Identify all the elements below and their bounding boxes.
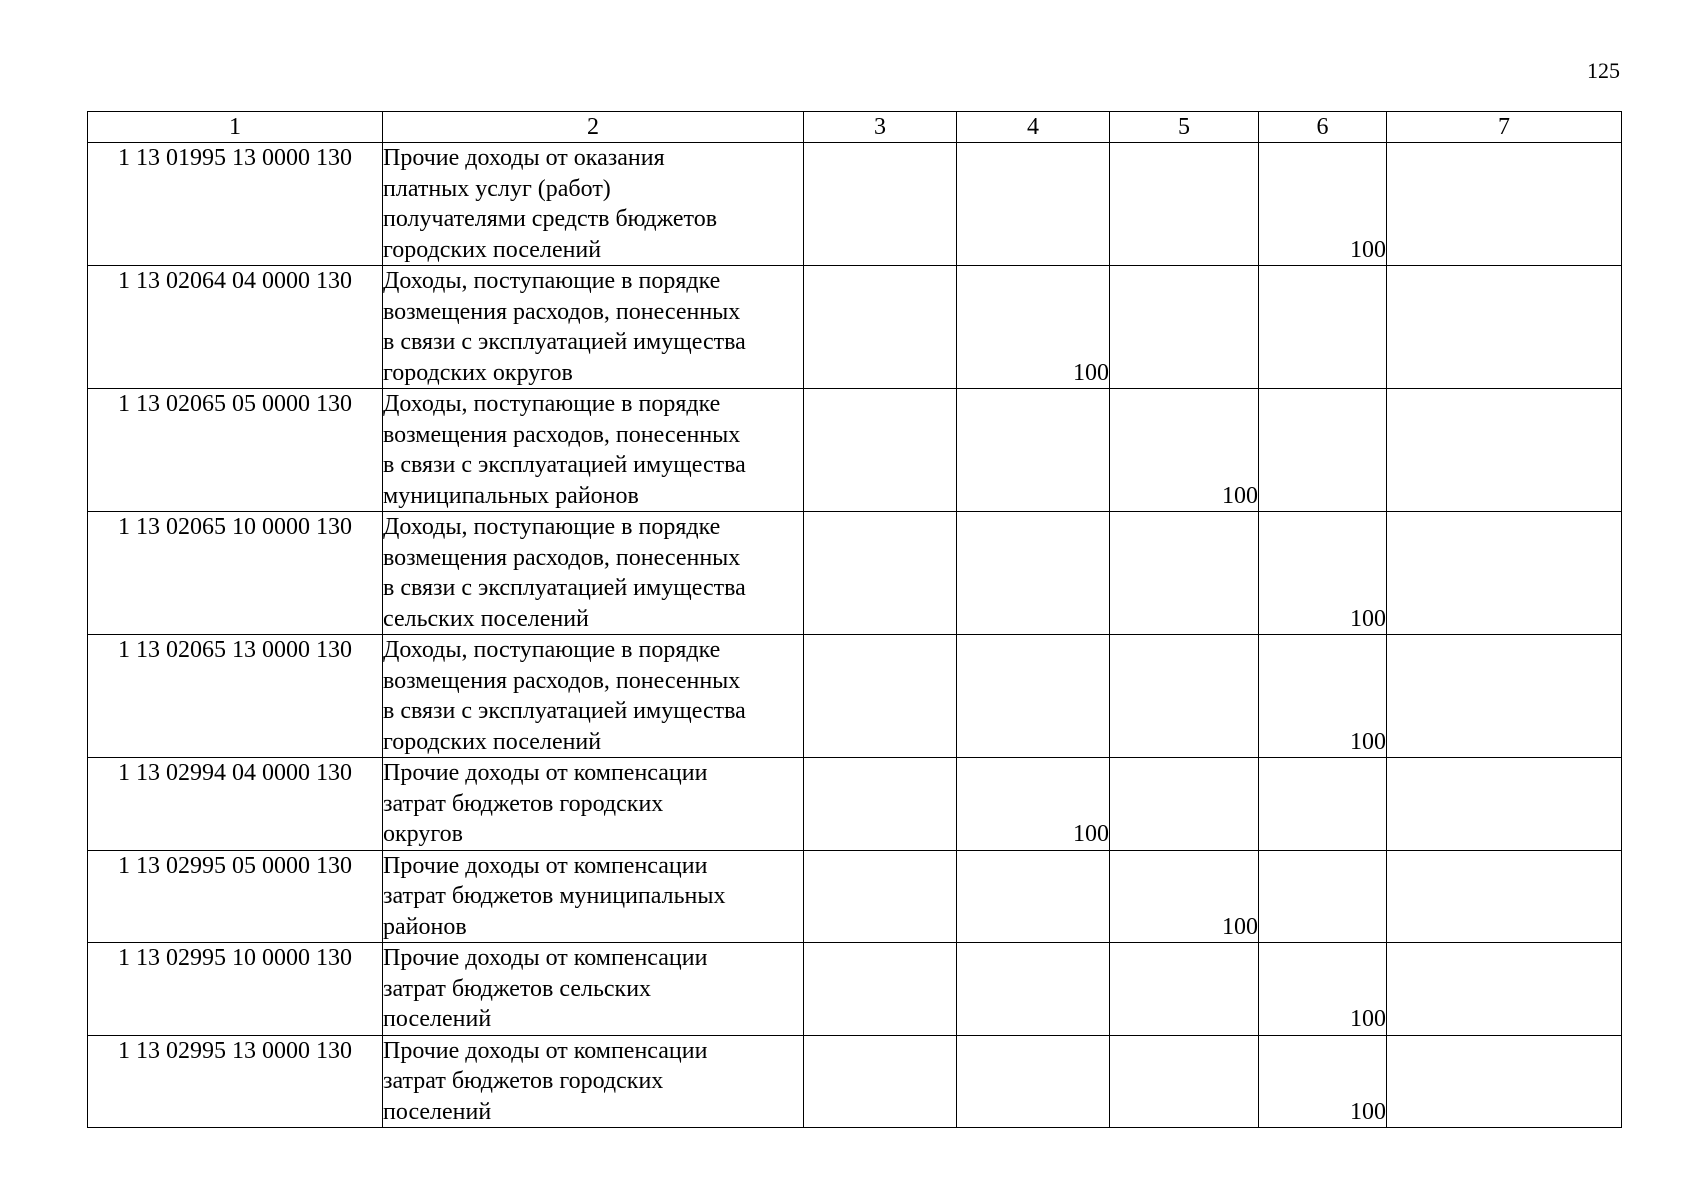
income-name-line: поселений: [383, 1098, 492, 1125]
value-col-5: [1110, 635, 1259, 758]
value-col-6: [1259, 266, 1387, 389]
income-name-line: затрат бюджетов городских: [383, 1068, 664, 1094]
column-header-4: 4: [957, 112, 1110, 143]
value-col-6: 100: [1259, 635, 1387, 758]
value-col-7: [1387, 850, 1622, 943]
table-row: [88, 143, 1622, 266]
table-row: [88, 850, 1622, 943]
income-name: [383, 758, 804, 851]
income-code: 1 13 02065 05 0000 130: [88, 389, 383, 512]
value-col-7: [1387, 1035, 1622, 1128]
value-col-7: [1387, 266, 1622, 389]
value-col-6: 100: [1259, 943, 1387, 1036]
income-name: [383, 635, 804, 758]
table-row: [88, 758, 1622, 851]
value-col-4: [957, 512, 1110, 635]
value-col-5: [1110, 758, 1259, 851]
income-name-line: Доходы, поступающие в порядке: [383, 391, 721, 417]
income-name-line: возмещения расходов, понесенных: [383, 298, 741, 325]
income-name-line: Доходы, поступающие в порядке: [383, 637, 721, 663]
value-col-5: [1110, 266, 1259, 389]
income-name-line: Прочие доходы от компенсации: [383, 852, 708, 879]
income-name-line: городских округов: [383, 359, 573, 386]
income-name-line: в связи с эксплуатацией имущества: [383, 575, 746, 601]
value-col-6: [1259, 758, 1387, 851]
income-name-line: муниципальных районов: [383, 482, 639, 509]
value-col-6: [1259, 850, 1387, 943]
column-header-7: 7: [1387, 112, 1622, 143]
table-row: [88, 266, 1622, 389]
value-col-5: [1110, 143, 1259, 266]
value-col-3: [804, 758, 957, 851]
value-col-4: [957, 850, 1110, 943]
income-name: [383, 143, 804, 266]
income-name: [383, 850, 804, 943]
value-col-3: [804, 389, 957, 512]
income-code: 1 13 02065 10 0000 130: [88, 512, 383, 635]
value-col-6: 100: [1259, 512, 1387, 635]
value-col-7: [1387, 635, 1622, 758]
income-name-line: возмещения расходов, понесенных: [383, 421, 741, 448]
value-col-3: [804, 1035, 957, 1128]
value-col-7: [1387, 143, 1622, 266]
value-col-5: [1110, 512, 1259, 635]
income-code: 1 13 02065 13 0000 130: [88, 635, 383, 758]
income-name-line: Доходы, поступающие в порядке: [383, 268, 721, 294]
income-name: [383, 512, 804, 635]
income-code: 1 13 02995 10 0000 130: [88, 943, 383, 1036]
income-name: [383, 389, 804, 512]
income-name-line: Прочие доходы от оказания: [383, 145, 665, 171]
value-col-6: 100: [1259, 143, 1387, 266]
table-row: [88, 635, 1622, 758]
income-name-line: Прочие доходы от компенсации: [383, 760, 708, 786]
value-col-4: [957, 389, 1110, 512]
income-name: [383, 943, 804, 1036]
value-col-5: 100: [1110, 850, 1259, 943]
income-code: 1 13 02064 04 0000 130: [88, 266, 383, 389]
income-name-line: в связи с эксплуатацией имущества: [383, 329, 746, 355]
column-header-5: 5: [1110, 112, 1259, 143]
value-col-5: 100: [1110, 389, 1259, 512]
income-name-line: платных услуг (работ): [383, 175, 611, 202]
income-name: [383, 266, 804, 389]
income-name-line: Доходы, поступающие в порядке: [383, 514, 721, 540]
value-col-4: [957, 943, 1110, 1036]
value-col-4: 100: [957, 266, 1110, 389]
value-col-5: [1110, 943, 1259, 1036]
value-col-7: [1387, 512, 1622, 635]
table-row: [88, 512, 1622, 635]
value-col-6: [1259, 389, 1387, 512]
column-header-2: 2: [383, 112, 804, 143]
income-name-line: Прочие доходы от компенсации: [383, 1037, 708, 1064]
income-name-line: поселений: [383, 1006, 492, 1032]
value-col-4: [957, 1035, 1110, 1128]
income-name-line: возмещения расходов, понесенных: [383, 544, 741, 571]
income-name-line: в связи с эксплуатацией имущества: [383, 452, 746, 478]
value-col-3: [804, 143, 957, 266]
value-col-3: [804, 850, 957, 943]
header-row: [88, 112, 1622, 143]
income-name-line: Прочие доходы от компенсации: [383, 945, 708, 971]
income-name-line: получателями средств бюджетов: [383, 206, 718, 232]
income-code: 1 13 02995 13 0000 130: [88, 1035, 383, 1128]
column-header-3: 3: [804, 112, 957, 143]
value-col-7: [1387, 389, 1622, 512]
value-col-7: [1387, 943, 1622, 1036]
table-row: [88, 943, 1622, 1036]
income-code: 1 13 02995 05 0000 130: [88, 850, 383, 943]
table-row: [88, 389, 1622, 512]
value-col-5: [1110, 1035, 1259, 1128]
income-name-line: городских поселений: [383, 236, 602, 263]
income-name-line: сельских поселений: [383, 605, 589, 632]
column-header-1: 1: [88, 112, 383, 143]
value-col-4: [957, 143, 1110, 266]
income-name-line: округов: [383, 821, 463, 847]
income-name-line: городских поселений: [383, 728, 602, 755]
income-code: 1 13 02994 04 0000 130: [88, 758, 383, 851]
page-number: 125: [1587, 58, 1620, 83]
value-col-4: [957, 635, 1110, 758]
income-code: 1 13 01995 13 0000 130: [88, 143, 383, 266]
budget-table: [87, 111, 1622, 1128]
value-col-4: 100: [957, 758, 1110, 851]
income-name-line: затрат бюджетов муниципальных: [383, 883, 726, 909]
income-name-line: затрат бюджетов городских: [383, 790, 664, 817]
value-col-3: [804, 635, 957, 758]
value-col-3: [804, 943, 957, 1036]
table-row: [88, 1035, 1622, 1128]
value-col-3: [804, 266, 957, 389]
income-name-line: районов: [383, 913, 467, 940]
value-col-7: [1387, 758, 1622, 851]
column-header-6: 6: [1259, 112, 1387, 143]
income-name: [383, 1035, 804, 1128]
income-name-line: возмещения расходов, понесенных: [383, 667, 741, 694]
income-name-line: в связи с эксплуатацией имущества: [383, 698, 746, 724]
income-name-line: затрат бюджетов сельских: [383, 975, 652, 1002]
value-col-6: 100: [1259, 1035, 1387, 1128]
value-col-3: [804, 512, 957, 635]
